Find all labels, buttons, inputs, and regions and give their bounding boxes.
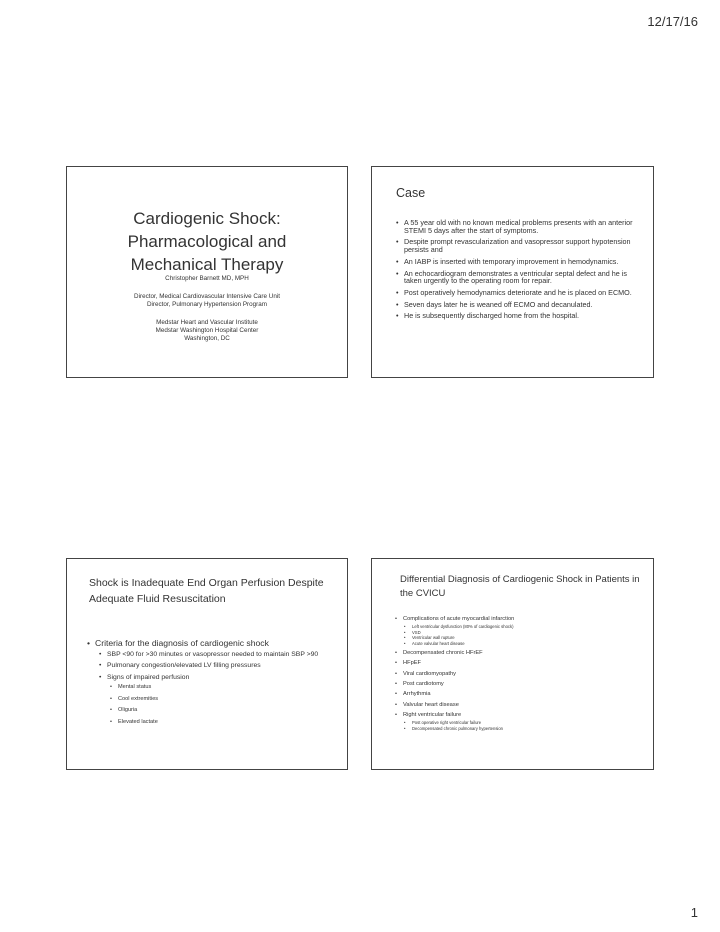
criteria-sublist	[107, 650, 335, 728]
criteria-list	[95, 638, 335, 730]
author-role: Director, Pulmonary Hypertension Program	[146, 301, 268, 308]
slide-heading: Case	[396, 186, 426, 200]
title-line: Cardiogenic Shock:	[133, 209, 281, 228]
list-item: • He is subsequently discharged home from the hospital.	[404, 312, 636, 320]
author-role: Director, Medical Cardiovascular Intensive Care Unit	[134, 293, 280, 300]
perfusion-signs-list	[118, 682, 335, 728]
list-item: • An echocardiogram demonstrates a ventricular septal defect and he is taken urgently to the operating room for repair.	[404, 270, 636, 285]
differential-list	[403, 616, 643, 735]
list-item: • Pulmonary congestion/elevated LV filling pressures	[107, 661, 335, 671]
list-item: • Post operative right ventricular failure	[412, 720, 643, 726]
author-name: Christopher Barnett MD, MPH	[165, 275, 249, 282]
list-item: • A 55 year old with no known medical problems presents with an anterior STEMI 5 days after the start of symptoms.	[404, 219, 636, 234]
institution: Washington, DC	[184, 335, 230, 342]
list-item: • Viral cardiomyopathy	[403, 671, 643, 678]
list-item: • An IABP is inserted with temporary improvement in hemodynamics.	[404, 258, 636, 266]
sublist	[412, 720, 643, 731]
page-number: 1	[690, 905, 698, 920]
list-item	[403, 616, 643, 646]
case-bullet-list	[404, 219, 636, 324]
list-item: • Oliguria	[118, 705, 335, 717]
handout-date: 12/17/16	[647, 14, 698, 29]
list-item	[403, 712, 643, 731]
list-item: • Decompensated chronic pulmonary hypertension	[412, 726, 643, 732]
list-item: • Despite prompt revascularization and vasopressor support hypotension persists and	[404, 238, 636, 253]
title-line: Mechanical Therapy	[130, 255, 284, 274]
criteria-heading: Criteria for the diagnosis of cardiogenic shock	[95, 638, 269, 648]
slide-title	[66, 166, 348, 378]
list-item: • VSD	[412, 630, 643, 636]
slide-case	[371, 166, 654, 378]
institution: Medstar Heart and Vascular Institute	[156, 319, 258, 326]
sublist	[412, 624, 643, 646]
item-label: Complications of acute myocardial infarction	[403, 616, 515, 622]
list-item: • Post cardiotomy	[403, 681, 643, 688]
slide-title-heading	[67, 207, 347, 276]
list-item: • HFpEF	[403, 660, 643, 667]
institution: Medstar Washington Hospital Center	[155, 327, 259, 334]
list-item: • Elevated lactate	[118, 717, 335, 729]
list-item: • Decompensated chronic HFrEF	[403, 650, 643, 657]
list-item: • Post operatively hemodynamics deteriorate and he is placed on ECMO.	[404, 289, 636, 297]
list-item: • Cool extremities	[118, 694, 335, 706]
slide-heading: Shock is Inadequate End Organ Perfusion Despite Adequate Fluid Resuscitation	[89, 577, 324, 605]
title-line: Pharmacological and	[127, 232, 287, 251]
list-item: • Left ventricular dysfunction (80% of cardiogenic shock)	[412, 624, 643, 630]
list-item: • Seven days later he is weaned off ECMO and decanulated.	[404, 301, 636, 309]
slide-differential-diagnosis	[371, 558, 654, 770]
list-item: • Acute valvular heart disease	[412, 641, 643, 647]
slide-shock-definition	[66, 558, 348, 770]
criteria-label: Signs of impaired perfusion	[107, 673, 190, 681]
list-item: • Ventricular wall rupture	[412, 635, 643, 641]
item-label: Right ventricular failure	[403, 712, 462, 719]
list-item	[107, 673, 335, 729]
list-item: • Valvular heart disease	[403, 702, 643, 709]
list-item: • SBP <90 for >30 minutes or vasopressor needed to maintain SBP >90	[107, 650, 335, 660]
list-item: • Arrhythmia	[403, 691, 643, 698]
list-item: • Mental status	[118, 682, 335, 694]
slide-heading: Differential Diagnosis of Cardiogenic Shock in Patients in the CVICU	[400, 574, 640, 599]
list-item	[95, 638, 335, 728]
